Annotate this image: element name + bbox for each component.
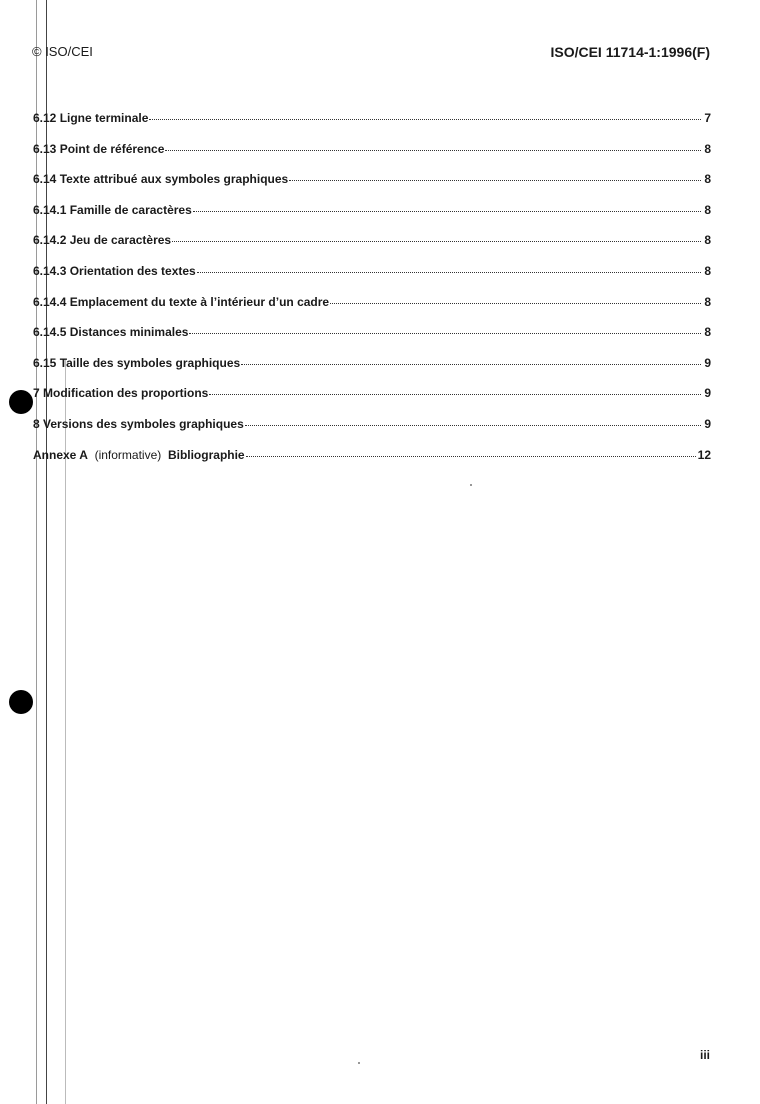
toc-entry-page: 9 <box>704 416 711 431</box>
toc-entry-page: 9 <box>704 386 711 401</box>
toc-entry-title: 6.15 Taille des symboles graphiques <box>33 355 241 370</box>
toc-entry-title: 6.14 Texte attribué aux symboles graphiques <box>33 172 289 187</box>
toc-entry-page: 12 <box>697 447 711 462</box>
scan-speck <box>358 1062 360 1064</box>
toc-entry[interactable] <box>33 417 711 448</box>
toc-entry[interactable] <box>33 111 711 142</box>
dot-leader <box>197 272 701 273</box>
dot-leader <box>193 211 701 212</box>
toc-entry-title <box>33 448 245 462</box>
dot-leader <box>245 425 701 426</box>
annex-type: (informative) <box>94 447 162 462</box>
punch-hole <box>9 690 33 714</box>
toc-entry-page: 8 <box>704 141 711 156</box>
header-standard-id: ISO/CEI 11714-1:1996(F) <box>550 44 710 60</box>
dot-leader <box>189 333 701 334</box>
toc-entry[interactable] <box>33 325 711 356</box>
header-copyright: © ISO/CEI <box>32 44 93 59</box>
toc-entry-title: 6.12 Ligne terminale <box>33 111 149 125</box>
dot-leader <box>289 180 701 181</box>
toc-entry[interactable] <box>33 386 711 417</box>
toc-entry-page: 8 <box>704 294 711 309</box>
toc-entry-page: 8 <box>704 172 711 187</box>
toc-entry[interactable] <box>33 264 711 295</box>
toc-entry[interactable] <box>33 172 711 203</box>
toc-entry-title: 6.14.2 Jeu de caractères <box>33 233 172 248</box>
toc-entry[interactable] <box>33 142 711 173</box>
page-number: iii <box>699 1048 710 1062</box>
toc-entry-title: 8 Versions des symboles graphiques <box>33 416 244 431</box>
toc-entry[interactable] <box>33 203 711 234</box>
dot-leader <box>246 456 696 457</box>
toc-entry-page: 8 <box>704 263 711 278</box>
toc-entry-title: 6.14.5 Distances minimales <box>33 325 189 340</box>
toc-entry[interactable] <box>33 356 711 387</box>
annex-title: Bibliographie <box>167 447 245 462</box>
annex-label: Annexe A <box>33 447 88 462</box>
toc-entry-page: 9 <box>704 355 711 370</box>
dot-leader <box>330 303 701 304</box>
toc-entry-title: 6.14.4 Emplacement du texte à l’intérieur d’un cadre <box>33 294 330 309</box>
scan-speck <box>470 484 472 486</box>
toc-entry-page: 8 <box>704 233 711 248</box>
toc-entry-annex[interactable] <box>33 448 711 479</box>
toc-entry-title: 6.14.1 Famille de caractères <box>33 202 192 217</box>
toc-entry[interactable] <box>33 295 711 326</box>
toc-entry-title: 6.13 Point de référence <box>33 141 165 156</box>
toc-entry-title: 7 Modification des proportions <box>33 386 209 401</box>
toc-entry-title: 6.14.3 Orientation des textes <box>33 263 196 278</box>
dot-leader <box>149 119 701 120</box>
toc-entry-page: 8 <box>704 325 711 340</box>
dot-leader <box>209 394 701 395</box>
toc-entry[interactable] <box>33 233 711 264</box>
dot-leader <box>241 364 701 365</box>
toc-entry-page: 7 <box>704 111 711 125</box>
dot-leader <box>172 241 701 242</box>
punch-hole <box>9 390 33 414</box>
toc-entry-page: 8 <box>704 202 711 217</box>
table-of-contents <box>33 111 711 478</box>
dot-leader <box>165 150 701 151</box>
